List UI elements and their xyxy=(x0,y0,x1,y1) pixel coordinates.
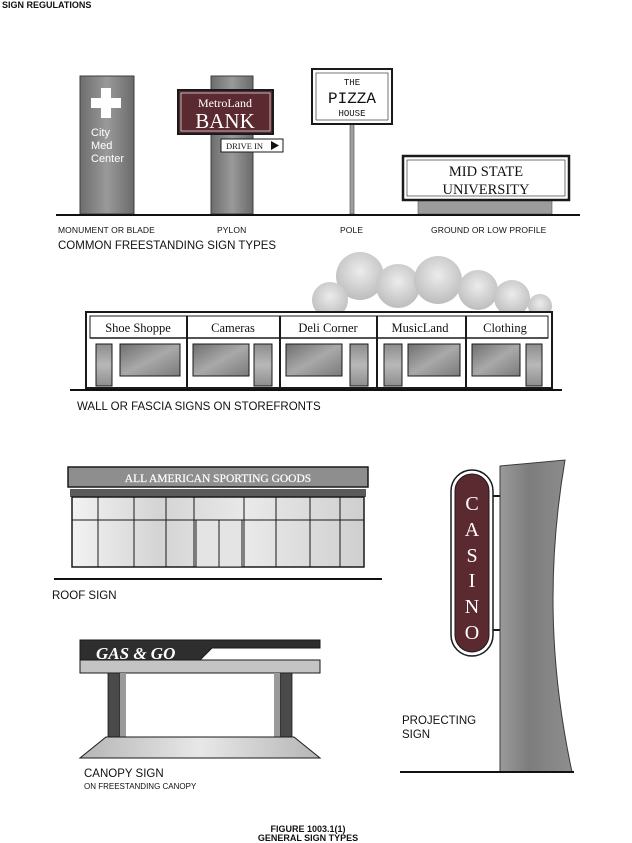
label-pylon: PYLON xyxy=(217,225,247,235)
casino-letter-3: S xyxy=(466,545,478,567)
caption-canopy-sub: ON FREESTANDING CANOPY xyxy=(84,782,197,791)
pizza-line-2: PIZZA xyxy=(327,90,377,108)
pizza-line-1: THE xyxy=(343,78,361,88)
casino-letter-5: N xyxy=(464,596,480,618)
caption-projecting-line-2: SIGN xyxy=(402,729,431,741)
canopy-sign-text: GAS & GO xyxy=(96,644,176,663)
roof-sign-building xyxy=(68,467,368,567)
store-sign-2: Cameras xyxy=(211,321,255,335)
monument-sign xyxy=(80,76,134,214)
caption-storefronts: WALL OR FASCIA SIGNS ON STOREFRONTS xyxy=(77,401,321,413)
casino-letter-4: I xyxy=(468,570,476,592)
page-header: SIGN REGULATIONS xyxy=(2,0,92,10)
casino-letter-2: A xyxy=(464,519,480,541)
label-ground: GROUND OR LOW PROFILE xyxy=(431,225,547,235)
ground-sign xyxy=(403,156,569,214)
casino-letter-6: O xyxy=(464,622,480,644)
storefront-building xyxy=(86,312,552,388)
university-line-2: UNIVERSITY xyxy=(442,182,530,198)
pizza-line-3: HOUSE xyxy=(338,109,366,119)
roof-sign-text: ALL AMERICAN SPORTING GOODS xyxy=(124,473,312,485)
monument-text-line-1: City xyxy=(91,127,110,139)
projecting-casino-sign xyxy=(451,470,500,656)
store-sign-3: Deli Corner xyxy=(298,321,358,335)
label-monument: MONUMENT OR BLADE xyxy=(58,225,155,235)
caption-freestanding: COMMON FREESTANDING SIGN TYPES xyxy=(58,240,277,252)
bank-name-top: MetroLand xyxy=(198,96,252,110)
pole-sign xyxy=(312,69,392,214)
store-sign-1: Shoe Shoppe xyxy=(105,321,171,335)
label-pole: POLE xyxy=(340,225,364,235)
figure-title: GENERAL SIGN TYPES xyxy=(257,833,359,843)
tree-backdrop xyxy=(312,252,552,318)
pylon-sign xyxy=(178,76,283,214)
caption-roof: ROOF SIGN xyxy=(52,590,117,602)
caption-projecting-line-1: PROJECTING xyxy=(402,715,477,727)
university-line-1: MID STATE xyxy=(448,164,524,180)
store-sign-5: Clothing xyxy=(483,321,527,335)
figure-number: FIGURE 1003.1(1) xyxy=(270,824,346,834)
bank-name-bottom: BANK xyxy=(195,109,255,133)
monument-text-line-3: Center xyxy=(91,153,125,165)
casino-letter-1: C xyxy=(465,493,479,515)
canopy-structure xyxy=(80,640,320,758)
drive-in-text: DRIVE IN xyxy=(226,141,264,151)
caption-canopy: CANOPY SIGN xyxy=(84,768,164,780)
projecting-wall xyxy=(500,460,572,772)
monument-text-line-2: Med xyxy=(91,140,113,152)
store-sign-4: MusicLand xyxy=(391,321,449,335)
